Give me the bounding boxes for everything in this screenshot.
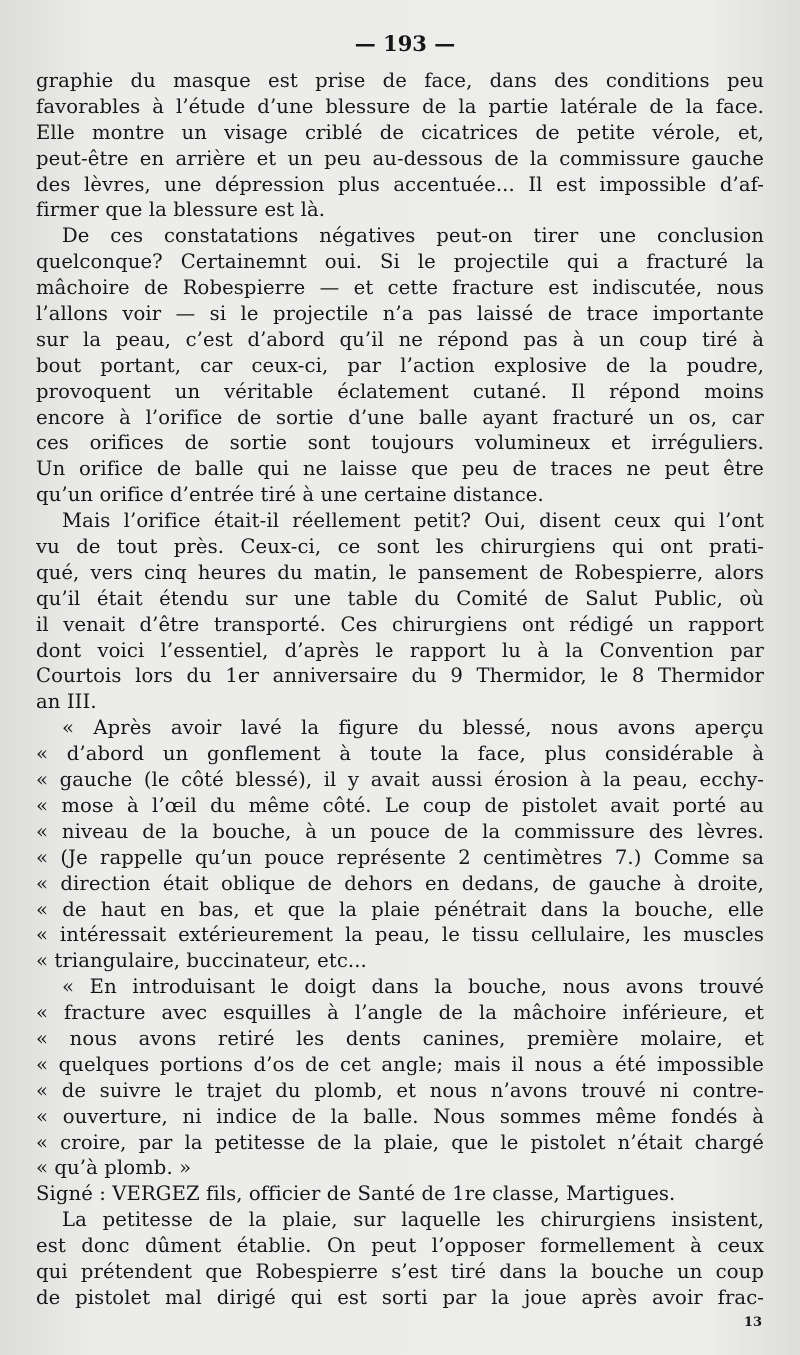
text-line: firmer que la blessure est là. bbox=[36, 198, 326, 222]
text-line: qui prétendent que Robespierre s’est tiré dans la bouche un coup bbox=[36, 1259, 764, 1283]
text-line: « fracture avec esquilles à l’angle de la mâchoire inférieure, et bbox=[36, 1001, 764, 1025]
text-line: des lèvres, une dépression plus accentuée... Il est impossible d’af- bbox=[36, 172, 764, 196]
text-line: qué, vers cinq heures du matin, le pansement de Robespierre, alors bbox=[36, 560, 764, 584]
text-line: vu de tout près. Ceux-ci, ce sont les chirurgiens qui ont prati- bbox=[36, 535, 764, 559]
text-line: graphie du masque est prise de face, dans des conditions peu bbox=[36, 69, 764, 92]
text-line: Elle montre un visage criblé de cicatrices de petite vérole, et, bbox=[36, 120, 764, 144]
text-line: dont voici l’essentiel, d’après le rapport lu à la Convention par bbox=[36, 638, 764, 662]
body-text bbox=[36, 68, 764, 1311]
text-line: « triangulaire, buccinateur, etc... bbox=[36, 949, 367, 973]
text-line: « En introduisant le doigt dans la bouche, nous avons trouvé bbox=[62, 975, 764, 999]
text-line: Courtois lors du 1er anniversaire du 9 Thermidor, le 8 Thermidor bbox=[36, 664, 764, 688]
text-line: bout portant, car ceux-ci, par l’action explosive de la poudre, bbox=[36, 353, 764, 377]
text-line: il venait d’être transporté. Ces chirurgiens ont rédigé un rapport bbox=[36, 612, 764, 636]
text-line: « de suivre le trajet du plomb, et nous n’avons trouvé ni contre- bbox=[36, 1078, 764, 1102]
text-line: qu’un orifice d’entrée tiré à une certaine distance. bbox=[36, 483, 544, 507]
page-number: — 193 — bbox=[354, 31, 456, 56]
text-line: « (Je rappelle qu’un pouce représente 2 centimètres 7.) Comme sa bbox=[36, 845, 764, 869]
text-line: sur la peau, c’est d’abord qu’il ne répond pas à un coup tiré à bbox=[36, 327, 764, 351]
text-line: « niveau de la bouche, à un pouce de la commissure des lèvres. bbox=[36, 819, 764, 843]
text-line: « ouverture, ni indice de la balle. Nous sommes même fondés à bbox=[36, 1104, 764, 1128]
text-line: de pistolet mal dirigé qui est sorti par la joue après avoir frac- bbox=[36, 1285, 764, 1309]
text-line: ces orifices de sortie sont toujours volumineux et irréguliers. bbox=[36, 431, 764, 455]
text-line: « intéressait extérieurement la peau, le tissu cellulaire, les muscles bbox=[36, 923, 764, 947]
text-line: peut-être en arrière et un peu au-dessous de la commissure gauche bbox=[36, 146, 764, 170]
text-line: Mais l’orifice était-il réellement petit? Oui, disent ceux qui l’ont bbox=[62, 509, 764, 533]
text-line: « mose à l’œil du même côté. Le coup de pistolet avait porté au bbox=[36, 793, 764, 817]
text-line: Un orifice de balle qui ne laisse que peu de traces ne peut être bbox=[36, 457, 764, 481]
text-line: « croire, par la petitesse de la plaie, que le pistolet n’était chargé bbox=[36, 1130, 764, 1154]
text-line: « qu’à plomb. » bbox=[36, 1156, 192, 1180]
text-line: encore à l’orifice de sortie d’une balle ayant fracturé un os, car bbox=[36, 405, 764, 429]
text-line: « gauche (le côté blessé), il y avait aussi érosion à la peau, ecchy- bbox=[36, 768, 764, 792]
text-line: La petitesse de la plaie, sur laquelle les chirurgiens insistent, bbox=[62, 1208, 764, 1232]
text-line: « nous avons retiré les dents canines, première molaire, et bbox=[36, 1026, 764, 1050]
text-line: mâchoire de Robespierre — et cette fracture est indiscutée, nous bbox=[36, 276, 764, 300]
text-line: qu’il était étendu sur une table du Comité de Salut Public, où bbox=[36, 586, 764, 610]
text-line: De ces constatations négatives peut-on tirer une conclusion bbox=[62, 224, 764, 248]
text-line: « Après avoir lavé la figure du blessé, nous avons aperçu bbox=[62, 716, 764, 740]
text-line: est donc dûment établie. On peut l’opposer formellement à ceux bbox=[36, 1234, 764, 1258]
text-line: quelconque? Certainemnt oui. Si le projectile qui a fracturé la bbox=[36, 250, 764, 274]
text-line: « quelques portions d’os de cet angle; mais il nous a été impossible bbox=[36, 1052, 764, 1076]
text-line: Signé : VERGEZ fils, officier de Santé de 1re classe, Martigues. bbox=[36, 1182, 676, 1206]
text-line: « d’abord un gonflement à toute la face, plus considérable à bbox=[36, 742, 764, 766]
text-line: « de haut en bas, et que la plaie pénétrait dans la bouche, elle bbox=[36, 897, 764, 921]
text-line: an III. bbox=[36, 690, 97, 714]
text-line: « direction était oblique de dehors en dedans, de gauche à droite, bbox=[36, 871, 764, 895]
text-line: provoquent un véritable éclatement cutané. Il répond moins bbox=[36, 379, 764, 403]
signature-mark: 13 bbox=[743, 1314, 762, 1330]
text-line: favorables à l’étude d’une blessure de la partie latérale de la face. bbox=[36, 94, 764, 118]
text-line: l’allons voir — si le projectile n’a pas laissé de trace importante bbox=[36, 302, 764, 326]
